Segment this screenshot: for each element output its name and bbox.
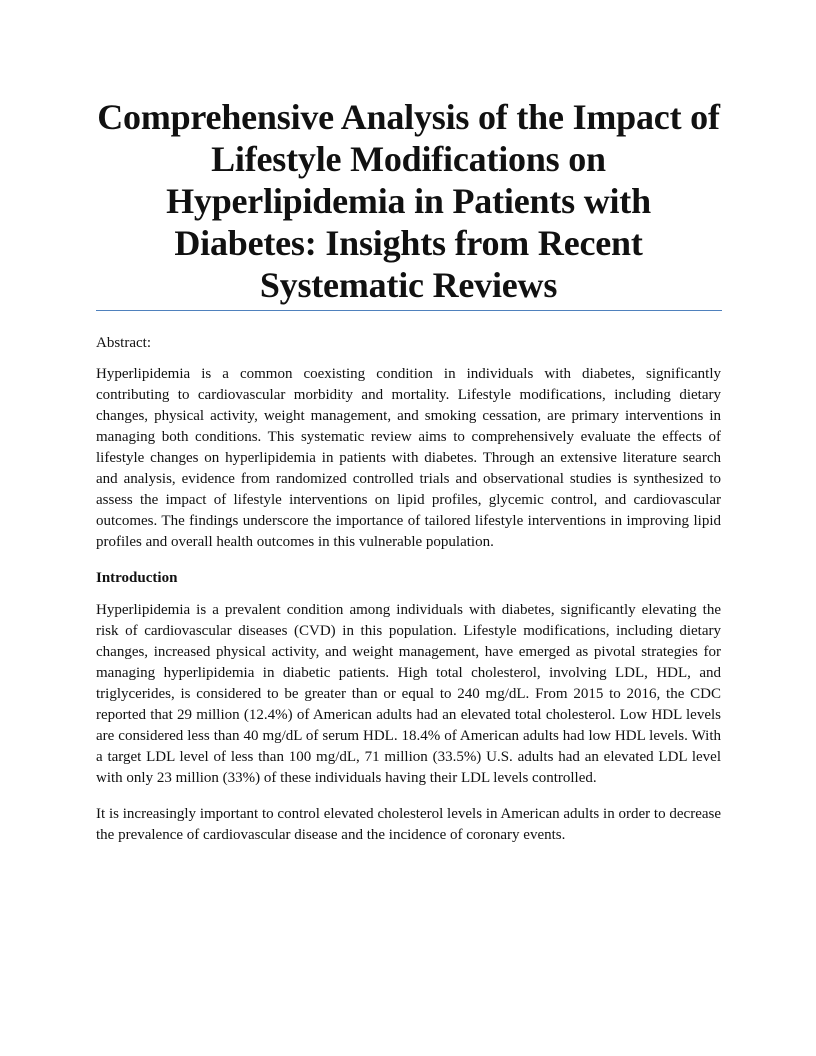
title-underline-rule <box>96 310 722 311</box>
document-page <box>96 96 721 861</box>
introduction-paragraph-1: Hyperlipidemia is a prevalent condition among individuals with diabetes, significantly elevating the risk of cardiovascular diseases (CVD) in this population. Lifestyle modifications, including dietary changes, increased physical activity, and weight management, have emerged as pivotal strategies for managing hyperlipidemia in diabetic patients. High total cholesterol, involving LDL, HDL, and triglycerides, is considered to be greater than or equal to 240 mg/dL. From 2015 to 2016, the CDC reported that 29 million (12.4%) of American adults had an elevated total cholesterol. Low HDL levels are considered less than 40 mg/dL of serum HDL. 18.4% of American adults had low HDL levels. With a target LDL level of less than 100 mg/dL, 71 million (33.5%) U.S. adults had an elevated LDL level with only 23 million (33%) of these individuals having their LDL levels controlled. <box>96 602 721 786</box>
introduction-paragraph-2: It is increasingly important to control elevated cholesterol levels in American adults in order to decrease the prevalence of cardiovascular disease and the incidence of coronary events. <box>96 806 721 843</box>
abstract-paragraph: Hyperlipidemia is a common coexisting condition in individuals with diabetes, significantly contributing to cardiovascular morbidity and mortality. Lifestyle modifications, including dietary changes, physical activity, weight management, and smoking cessation, are primary interventions in managing both conditions. This systematic review aims to comprehensively evaluate the effects of lifestyle changes on hyperlipidemia in patients with diabetes. Through an extensive literature search and analysis, evidence from randomized controlled trials and observational studies is synthesized to assess the impact of lifestyle interventions on lipid profiles, glycemic control, and cardiovascular outcomes. The findings underscore the importance of tailored lifestyle interventions in improving lipid profiles and overall health outcomes in this vulnerable population. <box>96 366 721 550</box>
document-title: Comprehensive Analysis of the Impact of Lifestyle Modifications on Hyperlipidemia in Patients with Diabetes: Insights from Recent Systematic Reviews <box>97 97 720 305</box>
introduction-heading: Introduction <box>96 570 178 586</box>
abstract-label: Abstract: <box>96 335 151 351</box>
